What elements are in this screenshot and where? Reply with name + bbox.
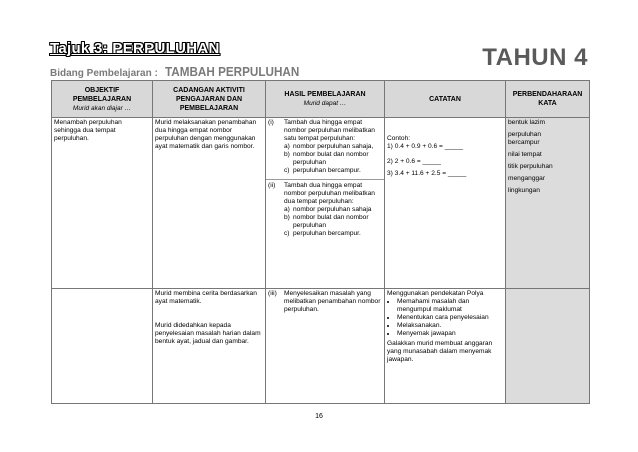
col-objektif: OBJEKTIF PEMBELAJARAN Murid akan diajar … bbox=[52, 81, 153, 118]
kata-cell: bentuk lazim perpuluhan bercampur nilai tempat titik perpuluhan menganggar lingkungan bbox=[506, 118, 590, 289]
col-aktiviti: CADANGAN AKTIVITI PENGAJARAN DAN PEMBELAJARAN bbox=[153, 81, 266, 118]
subject-value: TAMBAH PERPULUHAN bbox=[164, 64, 299, 79]
page-title: Tajuk 3: PERPULUHAN bbox=[50, 40, 220, 57]
subject-label: Bidang Pembelajaran : bbox=[50, 68, 158, 79]
polya-steps bbox=[387, 298, 503, 338]
objektif-cell-empty bbox=[52, 289, 153, 404]
hasil-item-iii: (iii) Menyelesaikan masalah yang melibatkan penambahan nombor perpuluhan. bbox=[268, 290, 381, 313]
objektif-cell: Menambah perpuluhan sehingga dua tempat perpuluhan. bbox=[52, 118, 153, 289]
list-item: • Menyemak jawapan bbox=[397, 330, 503, 338]
table-row bbox=[52, 118, 590, 289]
catatan-cell: Contoh: 1) 0.4 + 0.9 + 0.6 = _____ 2) 2 + 0.6 = _____ 3) 3.4 + 11.6 + 2.5 = _____ bbox=[385, 118, 506, 289]
list-item: • Melaksanakan. bbox=[397, 322, 503, 330]
divider bbox=[266, 179, 384, 180]
table-header-row bbox=[52, 81, 590, 118]
table-row bbox=[52, 289, 590, 404]
page-number: 16 bbox=[315, 413, 323, 420]
col-hasil: HASIL PEMBELAJARAN Murid dapat … bbox=[266, 81, 385, 118]
kata-cell-2 bbox=[506, 289, 590, 404]
list-item: • Menentukan cara penyelesaian bbox=[397, 314, 503, 322]
catatan-cell-2: Menggunakan pendekatan Polya • Memahami masalah dan mengumpul maklumat • Menentukan cara penyelesaian • Melaksanakan. • Menyemak jawapan Galakkan murid membuat anggaran yang munasabah dalam menyemak jawapan. bbox=[385, 289, 506, 404]
col-catatan: CATATAN bbox=[385, 81, 506, 118]
hasil-cell bbox=[266, 118, 385, 289]
hasil-cell-2 bbox=[266, 289, 385, 404]
aktiviti-cell: Murid melaksanakan penambahan dua hingga empat nombor perpuluhan dengan menggunakan ayat matematik dan garis nombor. bbox=[153, 118, 266, 289]
list-item: • Memahami masalah dan mengumpul maklumat bbox=[397, 298, 503, 314]
hasil-item-ii: (ii) Tambah dua hingga empat nombor perpuluhan melibatkan dua tempat perpuluhan: a) nombor perpuluhan sahaja b) nombor bulat dan nombor perpuluhan c) perpuluhan bercampur. bbox=[268, 182, 375, 237]
hasil-item-i: (i) Tambah dua hingga empat nombor perpuluhan melibatkan satu tempat perpuluhan: a) nombor perpuluhan sahaja, b) nombor bulat dan nombor perpuluhan c) perpuluhan bercampur. bbox=[268, 119, 375, 174]
syllabus-table bbox=[51, 80, 590, 404]
col-kata: PERBENDAHARAAN KATA bbox=[506, 81, 590, 118]
year-label: TAHUN 4 bbox=[482, 44, 588, 71]
aktiviti-cell-2: Murid membina cerita berdasarkan ayat matematik. Murid didedahkan kepada penyelesaian masalah harian dalam bentuk ayat, jadual dan gambar. bbox=[153, 289, 266, 404]
subject-area bbox=[50, 64, 314, 79]
